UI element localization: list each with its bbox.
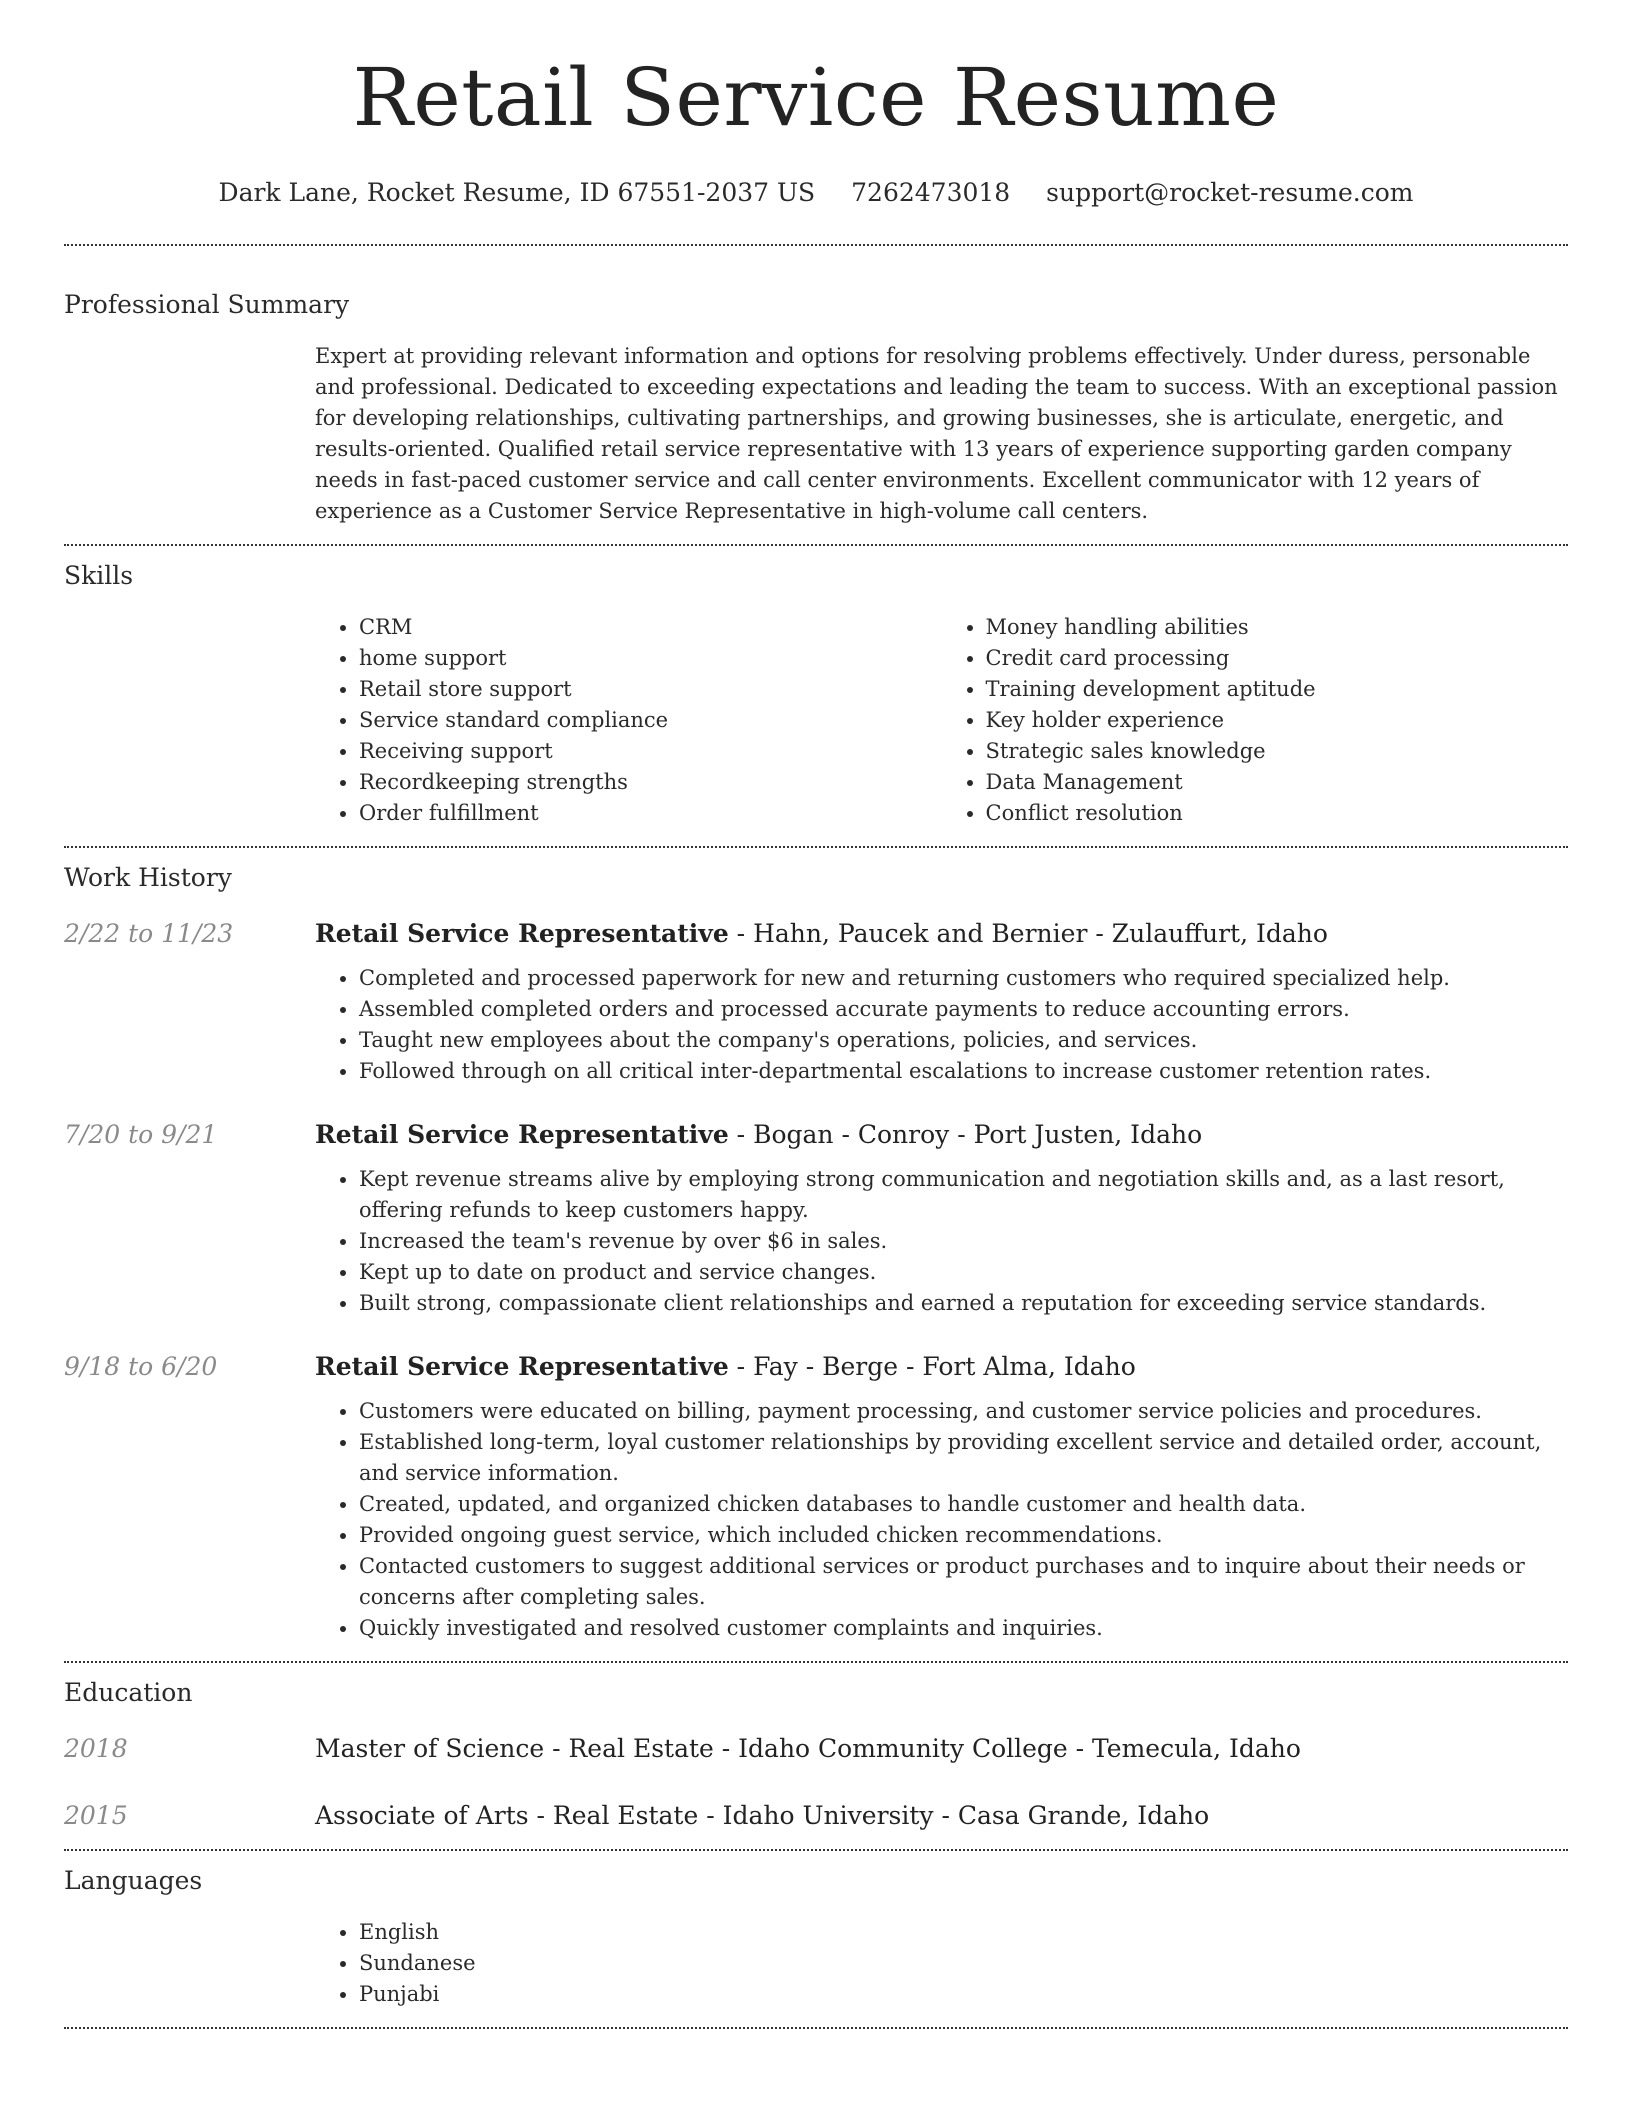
language-item: • Sundanese	[359, 1948, 1568, 1979]
skill-item: • Receiving support	[359, 736, 942, 767]
skill-item: • Recordkeeping strengths	[359, 767, 942, 798]
job-bullet: • Followed through on all critical inter-departmental escalations to increase customer retention rates.	[359, 1056, 1568, 1087]
job-bullet: • Created, updated, and organized chicken databases to handle customer and health data.	[359, 1489, 1568, 1520]
job-entry	[64, 1118, 1568, 1319]
job-bullet: • Kept revenue streams alive by employing strong communication and negotiation skills and, as a last resort, offering refunds to keep customers happy.	[359, 1164, 1568, 1226]
section-title-languages: Languages	[64, 1866, 203, 1895]
summary-section	[64, 288, 1568, 527]
education-date: 2015	[64, 1801, 128, 1830]
skill-item: • CRM	[359, 612, 942, 643]
divider	[64, 846, 1568, 848]
job-header	[64, 1350, 1568, 1384]
skills-list-left	[315, 612, 942, 829]
job-bullet: • Established long-term, loyal customer relationships by providing excellent service and detailed order, account, and service information.	[359, 1427, 1568, 1489]
work-history-section	[64, 861, 1568, 1644]
job-bullet: • Completed and processed paperwork for new and returning customers who required specialized help.	[359, 963, 1568, 994]
job-company: - Hahn, Paucek and Bernier - Zulauffurt, Idaho	[728, 919, 1328, 948]
divider	[64, 1849, 1568, 1851]
job-company: - Fay - Berge - Fort Alma, Idaho	[728, 1352, 1136, 1381]
skill-item: • Data Management	[986, 767, 1569, 798]
skill-item: • Strategic sales knowledge	[986, 736, 1569, 767]
job-date: 7/20 to 9/21	[64, 1120, 218, 1149]
job-title	[315, 917, 1328, 951]
job-bullet: • Kept up to date on product and service changes.	[359, 1257, 1568, 1288]
contact-line	[64, 176, 1568, 210]
job-entry	[64, 1350, 1568, 1644]
summary-content	[315, 341, 1568, 527]
job-bullets	[315, 1164, 1568, 1319]
language-item: • English	[359, 1917, 1568, 1948]
divider	[64, 244, 1568, 246]
section-title-skills: Skills	[64, 561, 134, 590]
job-bullets	[315, 963, 1568, 1087]
job-entry	[64, 917, 1568, 1087]
job-bullet: • Taught new employees about the company's operations, policies, and services.	[359, 1025, 1568, 1056]
skill-item: • Retail store support	[359, 674, 942, 705]
job-header	[64, 917, 1568, 951]
skill-item: • home support	[359, 643, 942, 674]
skill-item: • Service standard compliance	[359, 705, 942, 736]
job-bullet: • Increased the team's revenue by over $6 in sales.	[359, 1226, 1568, 1257]
languages-section	[64, 1864, 1568, 2010]
divider	[64, 2027, 1568, 2029]
job-company: - Bogan - Conroy - Port Justen, Idaho	[728, 1120, 1203, 1149]
education-section	[64, 1676, 1568, 1833]
section-title-education: Education	[64, 1678, 193, 1707]
skills-columns	[315, 612, 1568, 829]
resume-title: Retail Service Resume	[352, 51, 1280, 144]
skill-item: • Credit card processing	[986, 643, 1569, 674]
job-date: 2/22 to 11/23	[64, 919, 234, 948]
job-bullet: • Quickly investigated and resolved customer complaints and inquiries.	[359, 1613, 1568, 1644]
section-title-summary: Professional Summary	[64, 290, 350, 319]
education-entry	[64, 1799, 1568, 1833]
skill-item: • Conflict resolution	[986, 798, 1569, 829]
job-title	[315, 1118, 1202, 1152]
summary-text: Expert at providing relevant information and options for resolving problems effectively. Under duress, personable and professional. Dedicated to exceeding expectations and leading the team to success. With an exceptional passion for developing relationships, cultivating partnerships, and growing businesses, she is articulate, energetic, and results-oriented. Qualified retail service representative with 13 years of experience supporting garden company needs in fast-paced customer service and call center environments. Excellent communicator with 12 years of experience as a Customer Service Representative in high-volume call centers.	[315, 344, 1558, 523]
language-item: • Punjabi	[359, 1979, 1568, 2010]
job-bullet: • Customers were educated on billing, payment processing, and customer service policies and procedures.	[359, 1396, 1568, 1427]
job-role: Retail Service Representative	[315, 1120, 729, 1149]
job-bullets	[315, 1396, 1568, 1644]
divider	[64, 1661, 1568, 1663]
job-role: Retail Service Representative	[315, 919, 729, 948]
education-title: Associate of Arts - Real Estate - Idaho University - Casa Grande, Idaho	[315, 1801, 1210, 1830]
job-role: Retail Service Representative	[315, 1352, 729, 1381]
divider	[64, 544, 1568, 546]
contact-address: Dark Lane, Rocket Resume, ID 67551-2037 US	[218, 178, 816, 207]
skill-item: • Key holder experience	[986, 705, 1569, 736]
job-bullet: • Contacted customers to suggest additional services or product purchases and to inquire about their needs or concerns after completing sales.	[359, 1551, 1568, 1613]
skill-item: • Training development aptitude	[986, 674, 1569, 705]
education-entry	[64, 1732, 1568, 1766]
job-bullet: • Provided ongoing guest service, which included chicken recommendations.	[359, 1520, 1568, 1551]
job-date: 9/18 to 6/20	[64, 1352, 218, 1381]
skills-list-right	[942, 612, 1569, 829]
skill-item: • Order fulfillment	[359, 798, 942, 829]
skills-section	[64, 559, 1568, 829]
skill-item: • Money handling abilities	[986, 612, 1569, 643]
job-title	[315, 1350, 1136, 1384]
languages-list	[315, 1917, 1568, 2010]
contact-email: support@rocket-resume.com	[1046, 178, 1414, 207]
contact-phone: 7262473018	[851, 178, 1011, 207]
job-header	[64, 1118, 1568, 1152]
languages-content	[315, 1917, 1568, 2010]
education-date: 2018	[64, 1734, 128, 1763]
education-title: Master of Science - Real Estate - Idaho Community College - Temecula, Idaho	[315, 1734, 1301, 1763]
job-bullet: • Built strong, compassionate client relationships and earned a reputation for exceeding service standards.	[359, 1288, 1568, 1319]
section-title-work: Work History	[64, 863, 232, 892]
job-bullet: • Assembled completed orders and processed accurate payments to reduce accounting errors.	[359, 994, 1568, 1025]
